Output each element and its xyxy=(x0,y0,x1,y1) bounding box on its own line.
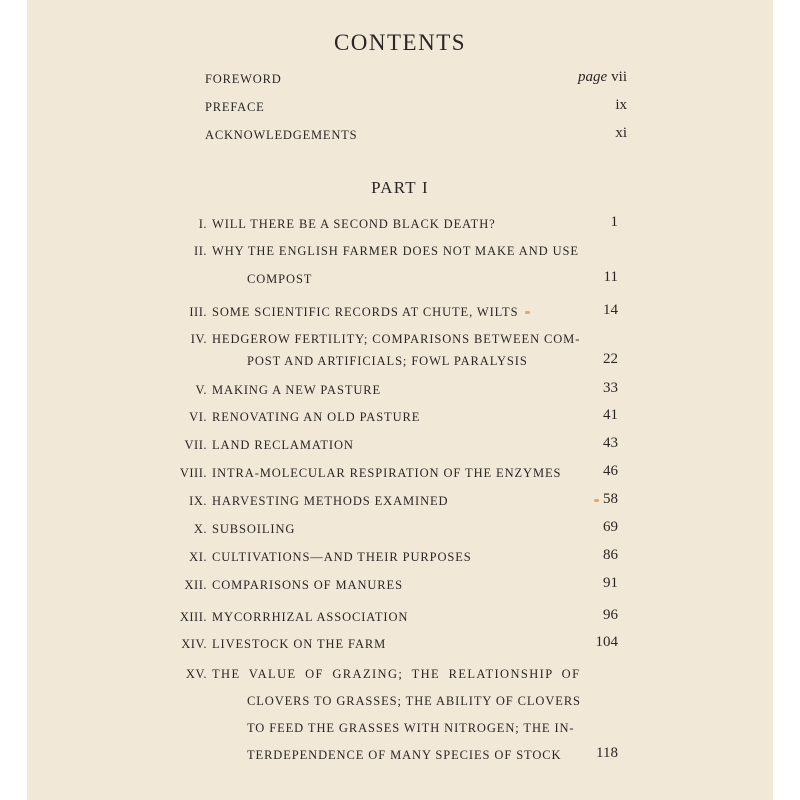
chapter-title: WILL THERE BE A SECOND BLACK DEATH? xyxy=(212,217,496,231)
book-page xyxy=(27,0,773,800)
chapter-title-continued: POST AND ARTIFICIALS; FOWL PARALYSIS xyxy=(247,354,528,368)
chapter-number: V. xyxy=(195,383,207,397)
chapter-page: 14 xyxy=(603,302,618,318)
chapter-page: 11 xyxy=(603,269,618,285)
part-title: PART I xyxy=(371,178,429,197)
page-title: CONTENTS xyxy=(333,30,467,55)
chapter-title: MAKING A NEW PASTURE xyxy=(212,383,382,397)
chapter-number: X. xyxy=(193,522,207,536)
chapter-page: 43 xyxy=(603,435,618,451)
chapter-title: INTRA-MOLECULAR RESPIRATION OF THE ENZYMES xyxy=(212,466,562,480)
front-matter-page xyxy=(578,69,627,86)
paper-blemish xyxy=(594,499,599,502)
chapter-title: LIVESTOCK ON THE FARM xyxy=(212,637,387,651)
chapter-title: THE VALUE OF GRAZING; THE RELATIONSHIP OF xyxy=(212,667,581,681)
chapter-page: 41 xyxy=(603,407,618,423)
chapter-title: LAND RECLAMATION xyxy=(212,438,354,452)
front-matter-label: ACKNOWLEDGEMENTS xyxy=(205,128,358,142)
chapter-number: I. xyxy=(198,217,207,231)
chapter-page: 86 xyxy=(603,547,618,563)
page-number: vii xyxy=(611,69,627,85)
chapter-number: IX. xyxy=(189,494,207,508)
chapter-title-continued: TO FEED THE GRASSES WITH NITROGEN; THE IN- xyxy=(247,721,575,735)
chapter-number: VIII. xyxy=(179,466,207,480)
chapter-page: 104 xyxy=(595,634,618,650)
chapter-page: 22 xyxy=(603,351,618,367)
chapter-number: XV. xyxy=(185,667,207,681)
chapter-title: HEDGEROW FERTILITY; COMPARISONS BETWEEN COM- xyxy=(212,332,581,346)
chapter-number: III. xyxy=(189,305,207,319)
chapter-page: 33 xyxy=(603,380,618,396)
chapter-title: RENOVATING AN OLD PASTURE xyxy=(212,410,421,424)
chapter-number: XIV. xyxy=(181,637,207,651)
front-matter-page: xi xyxy=(615,125,627,141)
chapter-page: 91 xyxy=(603,575,618,591)
chapter-title: CULTIVATIONS—AND THEIR PURPOSES xyxy=(212,550,472,564)
chapter-number: VI. xyxy=(189,410,207,424)
front-matter-label: PREFACE xyxy=(205,100,265,114)
chapter-page: 1 xyxy=(610,214,618,230)
chapter-page: 69 xyxy=(603,519,618,535)
chapter-number: XII. xyxy=(184,578,207,592)
page-word: page xyxy=(577,69,608,85)
chapter-title: MYCORRHIZAL ASSOCIATION xyxy=(212,610,409,624)
chapter-page: 58 xyxy=(603,491,618,507)
chapter-number: IV. xyxy=(190,332,207,346)
chapter-title-continued: CLOVERS TO GRASSES; THE ABILITY OF CLOVERS xyxy=(247,694,581,708)
chapter-number: II. xyxy=(194,244,207,258)
chapter-title: COMPARISONS OF MANURES xyxy=(212,578,403,592)
front-matter-page: ix xyxy=(615,97,627,113)
paper-blemish xyxy=(525,311,530,314)
chapter-page: 46 xyxy=(603,463,618,479)
chapter-page: 118 xyxy=(596,745,618,761)
chapter-title: SOME SCIENTIFIC RECORDS AT CHUTE, WILTS xyxy=(212,305,519,319)
chapter-title: WHY THE ENGLISH FARMER DOES NOT MAKE AND USE xyxy=(212,244,579,258)
chapter-number: XIII. xyxy=(179,610,207,624)
chapter-title: SUBSOILING xyxy=(212,522,296,536)
chapter-title-continued: TERDEPENDENCE OF MANY SPECIES OF STOCK xyxy=(247,748,562,762)
chapter-title-continued: COMPOST xyxy=(247,272,313,286)
chapter-number: VII. xyxy=(184,438,207,452)
chapter-title: HARVESTING METHODS EXAMINED xyxy=(212,494,449,508)
front-matter-label: FOREWORD xyxy=(205,72,282,86)
chapter-number: XI. xyxy=(189,550,207,564)
chapter-page: 96 xyxy=(603,607,618,623)
